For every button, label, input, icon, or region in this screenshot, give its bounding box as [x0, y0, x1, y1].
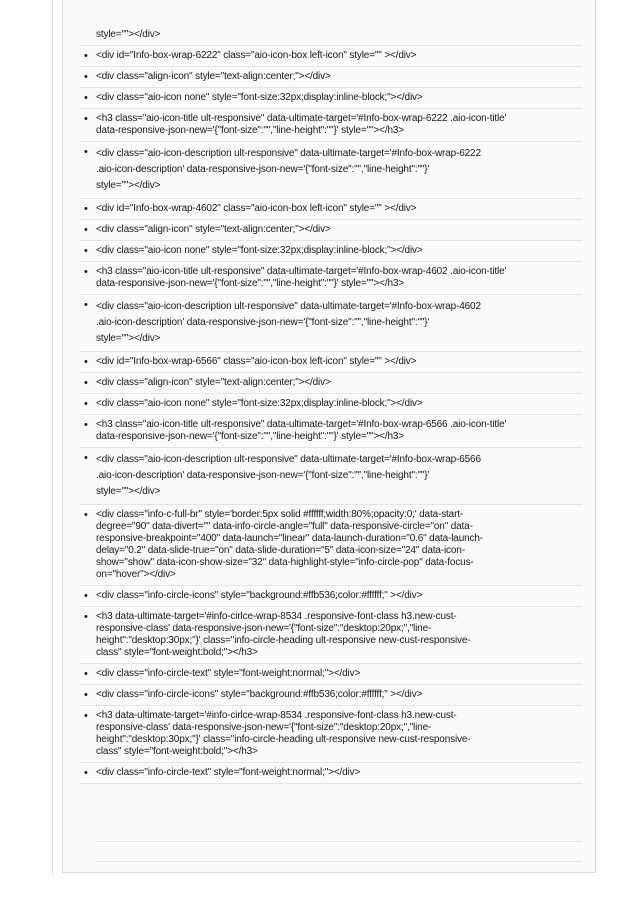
- code-line: class" style="font-weight:bold;"></h3>: [96, 746, 258, 757]
- bullet-icon: •: [84, 377, 88, 389]
- code-line: responsive-class' data-responsive-json-new='{"font-size":"desktop:20px;","line-: [96, 722, 432, 733]
- code-line: <h3 data-ultimate-target='#info-cirlce-wrap-8534 .responsive-font-class h3.new-cust-: [96, 710, 457, 721]
- code-line: height":"desktop:30px;"}' class="info-circle-heading ult-responsive new-cust-responsive-: [96, 734, 471, 745]
- code-line: <h3 data-ultimate-target='#info-cirlce-wrap-8534 .responsive-font-class h3.new-cust-: [96, 611, 457, 622]
- bullet-icon: •: [84, 224, 88, 236]
- code-line: style=""></div>: [96, 486, 161, 497]
- list-item: [80, 394, 582, 415]
- code-line: <div class="info-circle-icons" style="background:#ffb536;color:#ffffff;" ></div>: [96, 689, 423, 700]
- list-item: [80, 415, 582, 448]
- code-line: <div class="info-circle-text" style="font-weight:normal;"></div>: [96, 767, 361, 778]
- bullet-icon: •: [84, 668, 88, 680]
- code-line: <div id="Info-box-wrap-6566" class="aio-icon-box left-icon" style="" ></div>: [96, 356, 417, 367]
- list-item: [80, 109, 582, 142]
- blank-rule: [96, 861, 582, 862]
- code-line: <h3 class="aio-icon-title ult-responsive" data-ultimate-target='#Info-box-wrap-6566 .aio-icon-title': [96, 419, 507, 430]
- list-item: [80, 199, 582, 220]
- bullet-icon: •: [84, 398, 88, 410]
- bullet-icon: •: [84, 689, 88, 701]
- code-line: data-responsive-json-new='{"font-size":"","line-height":""}' style=""></h3>: [96, 278, 404, 289]
- code-line: <div class="align-icon" style="text-align:center;"></div>: [96, 224, 331, 235]
- bullet-icon: •: [84, 266, 88, 278]
- code-line: <div id="Info-box-wrap-4602" class="aio-icon-box left-icon" style="" ></div>: [96, 203, 417, 214]
- list-item: [80, 586, 582, 607]
- code-line: <div class="aio-icon-description ult-responsive" data-ultimate-target='#Info-box-wrap-4602: [96, 301, 481, 312]
- bullet-icon: •: [84, 50, 88, 62]
- page-left-edge: [52, 0, 53, 876]
- code-line: delay="0.2" data-slide-true="on" data-slide-duration="5" data-icon-size="24" data-icon-: [96, 545, 465, 556]
- code-line: <div class="info-circle-icons" style="background:#ffb536;color:#ffffff;" ></div>: [96, 590, 423, 601]
- list-item: [80, 295, 582, 352]
- bullet-icon: •: [84, 611, 88, 623]
- bullet-icon: •: [84, 452, 88, 464]
- code-line: <div class="aio-icon none" style="font-size:32px;display:inline-block;"></div>: [96, 245, 423, 256]
- list-item: [80, 373, 582, 394]
- code-line: responsive-breakpoint="400" data-launch="linear" data-launch-duration="0.6" data-launch-: [96, 533, 483, 544]
- list-item: [80, 352, 582, 373]
- list-item: [80, 46, 582, 67]
- code-line: class" style="font-weight:bold;"></h3>: [96, 647, 258, 658]
- bullet-icon: •: [84, 71, 88, 83]
- code-line: .aio-icon-description' data-responsive-json-new='{"font-size":"","line-height":""}': [96, 470, 430, 481]
- bullet-icon: •: [84, 419, 88, 431]
- bullet-icon: •: [84, 767, 88, 779]
- code-line: <h3 class="aio-icon-title ult-responsive" data-ultimate-target='#Info-box-wrap-6222 .aio-icon-title': [96, 113, 507, 124]
- code-line: .aio-icon-description' data-responsive-json-new='{"font-size":"","line-height":""}': [96, 317, 430, 328]
- list-item: [80, 448, 582, 505]
- list-item: [80, 685, 582, 706]
- bullet-icon: •: [84, 146, 88, 158]
- code-line: <div class="aio-icon-description ult-responsive" data-ultimate-target='#Info-box-wrap-6222: [96, 148, 481, 159]
- list-item: [80, 220, 582, 241]
- list-item: [80, 142, 582, 199]
- code-line: show="show" data-icon-show-size="32" data-highlight-style="info-circle-pop" data-focus-: [96, 557, 474, 568]
- list-item: [80, 67, 582, 88]
- code-line: .aio-icon-description' data-responsive-json-new='{"font-size":"","line-height":""}': [96, 164, 430, 175]
- bullet-icon: •: [84, 299, 88, 311]
- list-item: [80, 706, 582, 763]
- code-line: <div class="aio-icon-description ult-responsive" data-ultimate-target='#Info-box-wrap-6566: [96, 454, 481, 465]
- list-item: [80, 664, 582, 685]
- code-line: responsive-class' data-responsive-json-new='{"font-size":"desktop:20px;","line-: [96, 623, 432, 634]
- code-line: <div class="aio-icon none" style="font-size:32px;display:inline-block;"></div>: [96, 398, 423, 409]
- code-line: style=""></div>: [96, 333, 161, 344]
- bullet-icon: •: [84, 245, 88, 257]
- bullet-icon: •: [84, 509, 88, 521]
- list-item: [80, 763, 582, 784]
- blank-rule: [96, 841, 582, 842]
- code-line: <div class="info-c-full-br" style='border:5px solid #ffffff;width:80%;opacity:0;' data-start-: [96, 509, 464, 520]
- list-item: [80, 505, 582, 586]
- code-line: style=""></div>: [96, 180, 161, 191]
- bullet-icon: •: [84, 203, 88, 215]
- code-line: <div class="align-icon" style="text-align:center;"></div>: [96, 71, 331, 82]
- bullet-icon: •: [84, 710, 88, 722]
- bullet-icon: •: [84, 113, 88, 125]
- code-line: <div id="Info-box-wrap-6222" class="aio-icon-box left-icon" style="" ></div>: [96, 50, 417, 61]
- bullet-icon: •: [84, 92, 88, 104]
- list-item: [80, 88, 582, 109]
- code-line: <h3 class="aio-icon-title ult-responsive" data-ultimate-target='#Info-box-wrap-4602 .aio-icon-title': [96, 266, 507, 277]
- list-item: [80, 25, 582, 46]
- code-listing: [80, 25, 582, 784]
- list-item: [80, 607, 582, 664]
- code-line: style=""></div>: [96, 29, 161, 40]
- code-line: <div class="aio-icon none" style="font-size:32px;display:inline-block;"></div>: [96, 92, 423, 103]
- bullet-icon: •: [84, 590, 88, 602]
- bullet-icon: •: [84, 356, 88, 368]
- list-item: [80, 241, 582, 262]
- code-line: on="hover"></div>: [96, 569, 176, 580]
- code-line: data-responsive-json-new='{"font-size":"","line-height":""}' style=""></h3>: [96, 431, 404, 442]
- code-line: <div class="info-circle-text" style="font-weight:normal;"></div>: [96, 668, 361, 679]
- code-line: data-responsive-json-new='{"font-size":"","line-height":""}' style=""></h3>: [96, 125, 404, 136]
- code-line: degree="90" data-divert="" data-info-circle-angle="full" data-responsive-circle="on" data-: [96, 521, 473, 532]
- code-line: height":"desktop:30px;"}' class="info-circle-heading ult-responsive new-cust-responsive-: [96, 635, 471, 646]
- code-line: <div class="align-icon" style="text-align:center;"></div>: [96, 377, 331, 388]
- list-item: [80, 262, 582, 295]
